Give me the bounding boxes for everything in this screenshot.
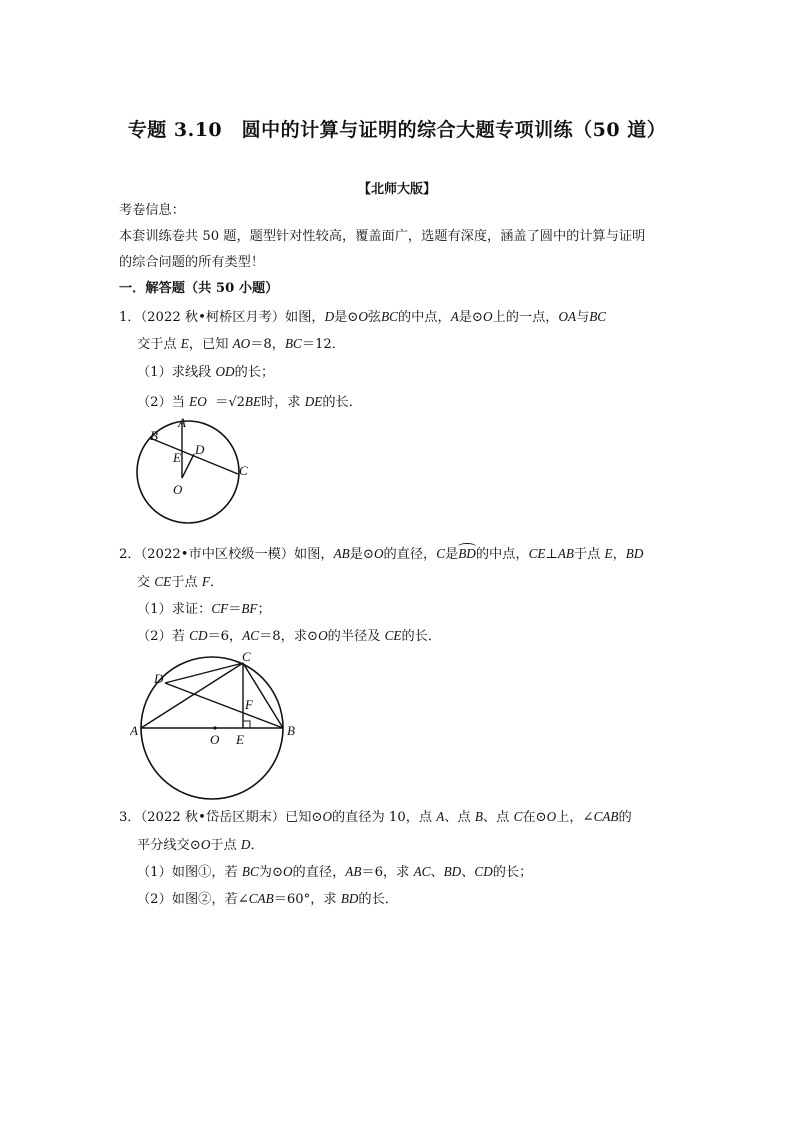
q1-text: 上的一点， xyxy=(492,310,559,325)
q3-var: O xyxy=(546,809,557,824)
q2-text: ， xyxy=(612,547,626,562)
q1-var: BC xyxy=(589,309,607,324)
q1-var: BE xyxy=(244,394,262,409)
q2-var: CD xyxy=(189,628,208,643)
q2-text: 的长． xyxy=(401,629,442,644)
q1-text: 时，求 xyxy=(261,395,305,410)
q2-source: （2022•市中区校级一模） xyxy=(140,547,295,562)
q2-text: 如图， xyxy=(294,547,334,562)
info-label: 考卷信息： xyxy=(119,203,185,218)
page-title: 专题 3.10 圆中的计算与证明的综合大题专项训练（50 道） xyxy=(127,119,667,141)
q1-var: E xyxy=(180,336,189,351)
q2-var: BF xyxy=(241,601,258,616)
q3-var: O xyxy=(283,864,293,879)
q2-var: CE xyxy=(154,574,172,589)
q1-line1 xyxy=(119,306,606,325)
q3-part1 xyxy=(137,861,532,880)
q2-var: CF xyxy=(211,601,229,616)
q3-text: 上，∠ xyxy=(556,810,594,825)
q2-center-dot xyxy=(213,726,216,729)
q3-var: C xyxy=(513,809,523,824)
q3-text: 在⊙ xyxy=(522,810,547,825)
q1-text: ＝12． xyxy=(301,337,345,352)
q1-chord-bc xyxy=(150,438,238,474)
q2-label-a: A xyxy=(130,723,138,738)
q3-text: 平分线交⊙ xyxy=(137,838,201,853)
q1-source: （2022 秋•柯桥区月考） xyxy=(140,310,286,325)
q2-part2 xyxy=(137,625,441,644)
q2-part1 xyxy=(137,598,271,617)
q2-label-e: E xyxy=(236,732,244,747)
q3-var: CD xyxy=(474,864,493,879)
q2-text: ＝6， xyxy=(207,629,243,644)
q3-number: 3． xyxy=(119,810,141,825)
q3-var: CAB xyxy=(248,891,274,906)
q2-text: 是⊙ xyxy=(349,547,374,562)
q1-var: BC xyxy=(381,309,398,324)
q1-text: 的长． xyxy=(322,395,362,410)
q1-sqrt: √2 xyxy=(228,395,245,410)
q2-var: CE xyxy=(528,546,546,561)
q2-var: AC xyxy=(242,628,260,643)
q3-var: BD xyxy=(340,891,359,906)
q2-label-b: B xyxy=(287,723,295,738)
q2-text: 的半径及 xyxy=(327,629,385,644)
q3-text: ＝60°，求 xyxy=(273,892,341,907)
q2-text: ． xyxy=(209,575,224,590)
q2-line1 xyxy=(119,543,643,562)
q2-label-d: D xyxy=(154,671,164,686)
q1-var: A xyxy=(450,309,459,324)
q2-var: C xyxy=(436,546,446,561)
q1-text: ＝8， xyxy=(250,337,285,352)
q1-var: OD xyxy=(215,364,235,379)
edition-label: 【北师大版】 xyxy=(357,182,436,197)
q1-var: EO xyxy=(189,394,207,409)
q2-var: AB xyxy=(557,546,574,561)
q3-text: （2）如图②，若∠ xyxy=(137,892,249,907)
q1-text: （2）当 xyxy=(137,395,190,410)
q1-label-a: A xyxy=(178,415,186,430)
section-title: 一．解答题（共 50 小题） xyxy=(119,281,279,296)
q3-var: O xyxy=(322,809,332,824)
q1-var: BC xyxy=(284,336,302,351)
q1-var: O xyxy=(483,309,493,324)
q3-text: 、点 xyxy=(444,810,475,825)
q2-label-f: F xyxy=(245,697,253,712)
q3-line2 xyxy=(137,834,264,853)
q1-segment-od xyxy=(182,454,194,478)
q3-text: 的 xyxy=(618,810,632,825)
q3-var: AB xyxy=(345,864,362,879)
q3-part2 xyxy=(137,888,398,907)
q1-part2 xyxy=(137,391,362,410)
q3-text: ＝6，求 xyxy=(361,865,414,880)
q3-text: （1）如图①，若 xyxy=(137,865,242,880)
q1-part1 xyxy=(137,361,274,380)
q1-text: （1）求线段 xyxy=(137,365,216,380)
q2-figure xyxy=(130,645,305,800)
q3-line1 xyxy=(119,806,632,825)
q2-text: ； xyxy=(257,602,271,617)
q1-label-e: E xyxy=(173,450,181,465)
q2-text: 是 xyxy=(445,547,459,562)
q2-label-o: O xyxy=(210,732,220,747)
q3-text: ． xyxy=(250,838,264,853)
q1-var: O xyxy=(358,309,368,324)
q3-var: BD xyxy=(443,864,462,879)
q3-text: 的直径， xyxy=(292,865,346,880)
q3-text: 的长． xyxy=(358,892,398,907)
q2-text: （1）求证： xyxy=(137,602,212,617)
q3-var: D xyxy=(240,837,251,852)
q1-text: 交于点 xyxy=(137,337,181,352)
q1-line2 xyxy=(137,333,345,352)
info-desc-line2: 的综合问题的所有类型！ xyxy=(119,255,265,270)
q1-label-d: D xyxy=(195,442,205,457)
q2-text: ＝ xyxy=(228,602,242,617)
q2-right-angle-mark xyxy=(243,721,250,728)
q3-var: BC xyxy=(241,864,259,879)
q1-var: DE xyxy=(304,394,323,409)
q3-var: O xyxy=(200,837,211,852)
q3-text: 于点 xyxy=(210,838,241,853)
q1-text: 弦 xyxy=(367,310,382,325)
q2-label-c: C xyxy=(242,649,251,664)
q2-text: 于点 xyxy=(573,547,605,562)
q2-var: AB xyxy=(333,546,350,561)
q1-text: 是⊙ xyxy=(334,310,359,325)
q3-var: A xyxy=(436,809,445,824)
q1-var: D xyxy=(324,309,335,324)
q1-figure xyxy=(130,412,260,537)
q2-var: F xyxy=(201,574,210,589)
q2-var: E xyxy=(604,546,613,561)
q3-var: B xyxy=(474,809,483,824)
q1-text: 的长； xyxy=(234,365,275,380)
q2-text: ⊥ xyxy=(545,547,558,562)
q1-text: 的中点， xyxy=(397,310,451,325)
q3-text: 已知⊙ xyxy=(285,810,323,825)
q2-text: 于点 xyxy=(171,575,202,590)
q2-var: O xyxy=(373,546,384,561)
q1-number: 1． xyxy=(119,310,141,325)
q2-chord-bd xyxy=(165,683,283,728)
q2-text: 的中点， xyxy=(475,547,529,562)
q1-text: 如图， xyxy=(285,310,325,325)
q3-var: AC xyxy=(413,864,431,879)
q2-text: ＝8，求⊙ xyxy=(259,629,319,644)
q3-var: CAB xyxy=(593,809,619,824)
q2-var: CE xyxy=(384,628,402,643)
q1-text: ，已知 xyxy=(188,337,233,352)
q2-text: 交 xyxy=(137,575,155,590)
q2-chord-bc xyxy=(243,663,283,728)
q2-var: O xyxy=(318,628,328,643)
q2-line2 xyxy=(137,571,223,590)
q3-text: 的直径为 10，点 xyxy=(331,810,437,825)
q2-number: 2． xyxy=(119,547,141,562)
q1-var: OA xyxy=(558,309,577,324)
q1-text: ＝ xyxy=(206,395,229,410)
q1-text: 与 xyxy=(576,310,590,325)
q3-text: 、点 xyxy=(482,810,514,825)
q1-var: AO xyxy=(232,336,251,351)
q3-text: 为⊙ xyxy=(258,865,284,880)
q1-label-c: C xyxy=(239,463,248,478)
q3-text: 的长； xyxy=(492,865,533,880)
q3-text: 、 xyxy=(430,865,444,880)
q1-label-b: B xyxy=(150,428,158,443)
q2-text: 的直径， xyxy=(383,547,437,562)
info-desc-line1: 本套训练卷共 50 题，题型针对性较高，覆盖面广，选题有深度，涵盖了圆中的计算与证明 xyxy=(119,229,646,244)
q2-var: BD xyxy=(625,546,644,561)
q1-label-o: O xyxy=(173,482,183,497)
q3-text: 、 xyxy=(461,865,475,880)
q3-source: （2022 秋•岱岳区期末） xyxy=(140,810,286,825)
q2-arc-bd: BD xyxy=(458,546,476,561)
q2-text: （2）若 xyxy=(137,629,190,644)
q1-text: 是⊙ xyxy=(458,310,483,325)
